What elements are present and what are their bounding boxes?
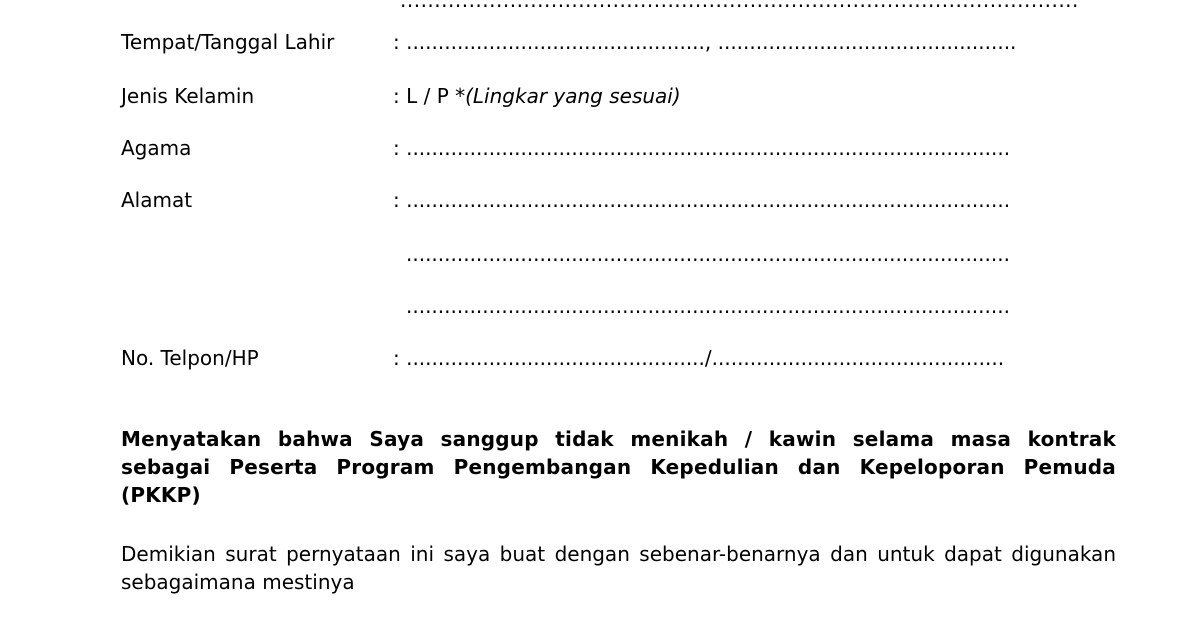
top-partial-dotted-line: ................................................................................................... xyxy=(400,0,1079,12)
field-value-birth: : ..............................................., ............................................... xyxy=(393,30,1017,54)
field-label-address: Alamat xyxy=(121,188,193,212)
field-label-phone: No. Telpon/HP xyxy=(121,346,259,370)
field-row-address-line-2 xyxy=(121,242,1121,272)
gender-note: (Lingkar yang sesuai) xyxy=(465,84,681,108)
field-label-religion: Agama xyxy=(121,136,192,160)
field-value-gender xyxy=(393,84,681,108)
field-value-address-line-2: ............................................................................................... xyxy=(406,242,1010,266)
statement-paragraph: Menyatakan bahwa Saya sanggup tidak menikah / kawin selama masa kontrak sebagai Peserta Program Pengembangan Kepedulian dan Kepeloporan Pemuda (PKKP) xyxy=(121,427,1116,507)
field-label-gender: Jenis Kelamin xyxy=(121,84,255,108)
field-value-address-line-3: ............................................................................................... xyxy=(406,294,1010,318)
closing-paragraph: Demikian surat pernyataan ini saya buat dengan sebenar-benarnya dan untuk dapat digunakan sebagaimana mestinya xyxy=(121,542,1116,594)
field-row-birth xyxy=(121,30,1121,60)
field-row-religion xyxy=(121,136,1121,166)
field-row-address-line-3 xyxy=(121,294,1121,324)
gender-options: : L / P * xyxy=(393,84,466,108)
field-value-religion: : ............................................................................................... xyxy=(393,136,1011,160)
field-row-gender xyxy=(121,84,1121,114)
field-value-phone: : .............................................../.............................................. xyxy=(393,346,1005,370)
field-label-birth: Tempat/Tanggal Lahir xyxy=(121,30,335,54)
field-value-address: : ............................................................................................... xyxy=(393,188,1011,212)
field-row-address xyxy=(121,188,1121,218)
field-row-phone xyxy=(121,346,1121,376)
